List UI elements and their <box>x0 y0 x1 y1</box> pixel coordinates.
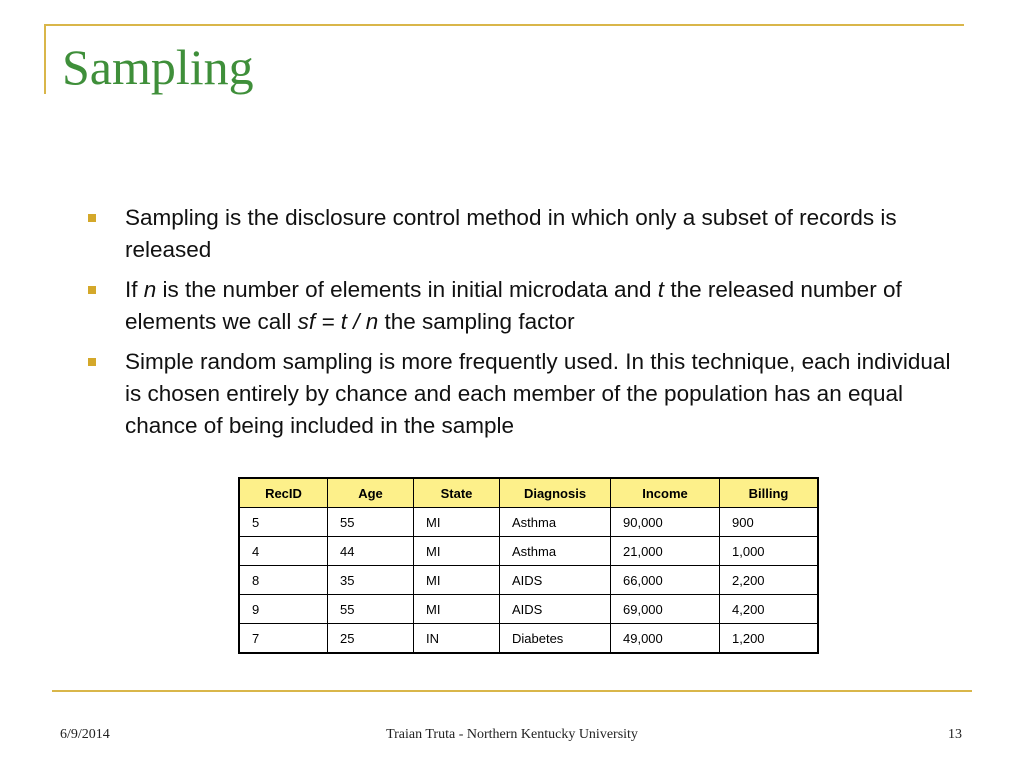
table-cell: 1,000 <box>720 537 819 566</box>
table-cell: 4,200 <box>720 595 819 624</box>
bullet-item <box>88 346 968 442</box>
bullet-item <box>88 202 968 266</box>
table-cell: 2,200 <box>720 566 819 595</box>
table-cell: 900 <box>720 508 819 537</box>
bullet-item <box>88 274 968 338</box>
bullet-emphasis: t <box>657 277 665 302</box>
microdata-table <box>238 477 819 654</box>
bullet-text: Simple random sampling is more frequently used. In this technique, each individual is chosen entirely by chance and each member of the population has an equal chance of being included in the sample <box>125 349 951 438</box>
table-row <box>239 537 818 566</box>
table-row <box>239 595 818 624</box>
bullet-text: the released number of elements we call <box>125 277 902 334</box>
left-accent-line <box>44 24 46 94</box>
table-cell: 7 <box>239 624 328 654</box>
bullet-text: If <box>125 277 144 302</box>
footer-accent-line <box>52 690 972 692</box>
column-header: RecID <box>239 478 328 508</box>
table-cell: 49,000 <box>611 624 720 654</box>
table-cell: 5 <box>239 508 328 537</box>
table-cell: MI <box>414 508 500 537</box>
table-cell: Diabetes <box>500 624 611 654</box>
table-cell: 35 <box>328 566 414 595</box>
table-cell: 55 <box>328 508 414 537</box>
bullet-text: is the number of elements in initial microdata and <box>156 277 658 302</box>
table-row <box>239 508 818 537</box>
table-row <box>239 566 818 595</box>
table-cell: 55 <box>328 595 414 624</box>
bullet-text: the sampling factor <box>378 309 575 334</box>
table-cell: MI <box>414 595 500 624</box>
page-number: 13 <box>948 727 962 742</box>
square-bullet-icon <box>88 286 96 294</box>
bullet-emphasis: n <box>143 277 157 302</box>
table-cell: 69,000 <box>611 595 720 624</box>
table-cell: MI <box>414 566 500 595</box>
column-header: Diagnosis <box>500 478 611 508</box>
table-cell: Asthma <box>500 537 611 566</box>
table-cell: 4 <box>239 537 328 566</box>
column-header: State <box>414 478 500 508</box>
square-bullet-icon <box>88 214 96 222</box>
table-cell: 9 <box>239 595 328 624</box>
footer-date: 6/9/2014 <box>60 727 110 742</box>
table-cell: 21,000 <box>611 537 720 566</box>
footer-author: Traian Truta - Northern Kentucky University <box>386 727 638 742</box>
table-row <box>239 624 818 654</box>
table-cell: MI <box>414 537 500 566</box>
table-cell: 8 <box>239 566 328 595</box>
table-cell: 44 <box>328 537 414 566</box>
table-cell: 66,000 <box>611 566 720 595</box>
slide-title: Sampling <box>62 39 254 95</box>
top-accent-line <box>44 24 964 26</box>
table-cell: 90,000 <box>611 508 720 537</box>
table-cell: 25 <box>328 624 414 654</box>
table-header-row <box>239 478 818 508</box>
column-header: Billing <box>720 478 819 508</box>
table-cell: AIDS <box>500 566 611 595</box>
table-cell: 1,200 <box>720 624 819 654</box>
column-header: Age <box>328 478 414 508</box>
table-cell: IN <box>414 624 500 654</box>
square-bullet-icon <box>88 358 96 366</box>
bullet-text: Sampling is the disclosure control method in which only a subset of records is released <box>125 205 897 262</box>
bullet-list <box>88 202 968 450</box>
table-cell: AIDS <box>500 595 611 624</box>
column-header: Income <box>611 478 720 508</box>
table-cell: Asthma <box>500 508 611 537</box>
bullet-emphasis: sf = t / n <box>297 309 379 334</box>
